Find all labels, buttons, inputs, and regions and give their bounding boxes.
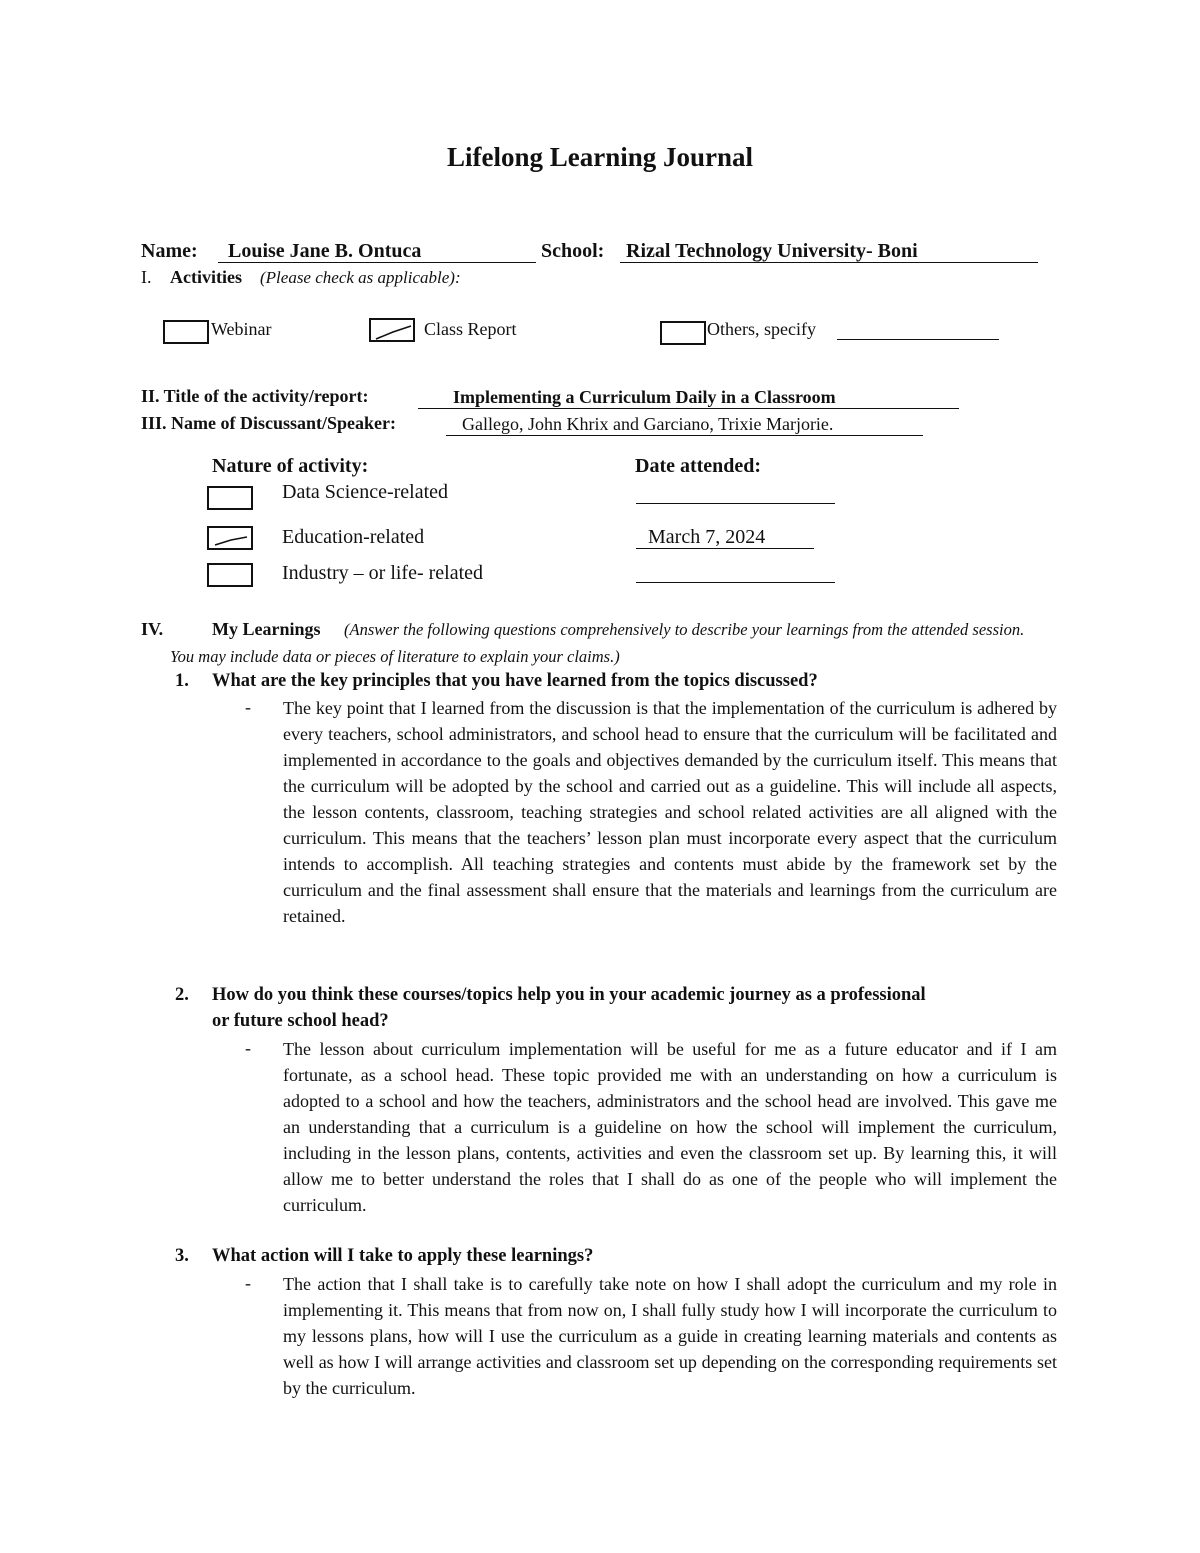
others-label: Others, specify <box>707 319 816 339</box>
question-2-text-line1: How do you think these courses/topics help you in your academic journey as a professional <box>212 985 926 1005</box>
date-heading: Date attended: <box>635 455 762 477</box>
question-1-number: 1. <box>175 671 189 691</box>
data-science-date-line[interactable] <box>636 503 835 504</box>
answer-1-text: The key point that I learned from the discussion is that the implementation of the curriculum is adhered by every teachers, school administrators, and school head to ensure that the curriculum will be facilitated and implemented in accordance to the goals and objectives demanded by the curriculum itself. This means that the curriculum will be adopted by the school and carried out as a guideline. This will include all aspects, the lesson contents, classroom, teaching strategies and school related activities are all aligned with the curriculum. This means that the teachers’ lesson plan must incorporate every aspect that the curriculum intends to accomplish. All teaching strategies and contents must abide by the framework set by the curriculum and the final assessment shall ensure that the materials and learnings from the curriculum are retained. <box>283 698 1057 926</box>
question-3-number: 3. <box>175 1246 189 1266</box>
section4-label: My Learnings <box>212 619 321 639</box>
section1-note: (Please check as applicable): <box>260 268 461 287</box>
industry-date-line[interactable] <box>636 582 835 583</box>
section3-value: Gallego, John Khrix and Garciano, Trixie Marjorie. <box>446 413 923 436</box>
answer-1-dash: - <box>245 697 251 717</box>
education-label: Education-related <box>282 526 425 548</box>
question-1-text: What are the key principles that you have learned from the topics discussed? <box>212 671 818 691</box>
answer-2-text: The lesson about curriculum implementation will be useful for me as a future educator and if I am fortunate, as a school head. These topic provided me with an understanding on how a curriculum is adopted to a school and how the teachers, administrators and the school head are involved. This gave me an understanding that a curriculum is a guideline on how the school will implement the curriculum, including in the lesson plans, contents, activities and even the classroom set up. By learning this, it will allow me to better understand the roles that I shall do as one of the people who will implement the curriculum. <box>283 1039 1057 1215</box>
school-value: Rizal Technology University- Boni <box>620 240 1038 263</box>
class-report-checkbox[interactable] <box>369 318 415 342</box>
section4-numeral: IV. <box>141 619 164 639</box>
section4-instruction-1: (Answer the following questions comprehensively to describe your learnings from the attended session. <box>344 620 1025 639</box>
section2-value: Implementing a Curriculum Daily in a Classroom <box>418 386 959 409</box>
data-science-label: Data Science-related <box>282 481 449 503</box>
school-label: School: <box>541 240 605 262</box>
education-date: March 7, 2024 <box>636 526 814 549</box>
question-2-text-line2: or future school head? <box>212 1011 389 1031</box>
data-science-checkbox[interactable] <box>207 486 253 510</box>
industry-label: Industry – or life- related <box>282 562 484 584</box>
section1-numeral: I. <box>141 267 152 287</box>
name-value: Louise Jane B. Ontuca <box>218 240 536 263</box>
section2-label: II. Title of the activity/report: <box>141 386 369 406</box>
check-mark-icon <box>371 320 417 344</box>
webinar-checkbox[interactable] <box>163 320 209 344</box>
webinar-label: Webinar <box>211 319 272 339</box>
others-checkbox[interactable] <box>660 321 706 345</box>
question-3-text: What action will I take to apply these learnings? <box>212 1246 594 1266</box>
answer-2-dash: - <box>245 1038 251 1058</box>
section1-label: Activities <box>170 267 242 287</box>
question-2-number: 2. <box>175 985 189 1005</box>
page-title: Lifelong Learning Journal <box>446 142 754 172</box>
class-report-label: Class Report <box>424 319 517 339</box>
education-checkbox[interactable] <box>207 526 253 550</box>
check-mark-icon <box>209 528 255 552</box>
answer-3-dash: - <box>245 1273 251 1293</box>
nature-heading: Nature of activity: <box>212 455 369 477</box>
others-specify-line[interactable] <box>837 339 999 340</box>
section3-label: III. Name of Discussant/Speaker: <box>141 413 397 433</box>
industry-checkbox[interactable] <box>207 563 253 587</box>
section4-instruction-2: You may include data or pieces of literature to explain your claims.) <box>170 647 620 666</box>
name-label: Name: <box>141 240 198 262</box>
answer-3-text: The action that I shall take is to carefully take note on how I shall adopt the curriculum and my role in implementing it. This means that from now on, I shall fully study how I will incorporate the curriculum to my lessons plans, how will I use the curriculum as a guide in creating learning materials and contents as well as how I will arrange activities and classroom set up depending on the corresponding requirements set by the curriculum. <box>283 1274 1057 1398</box>
